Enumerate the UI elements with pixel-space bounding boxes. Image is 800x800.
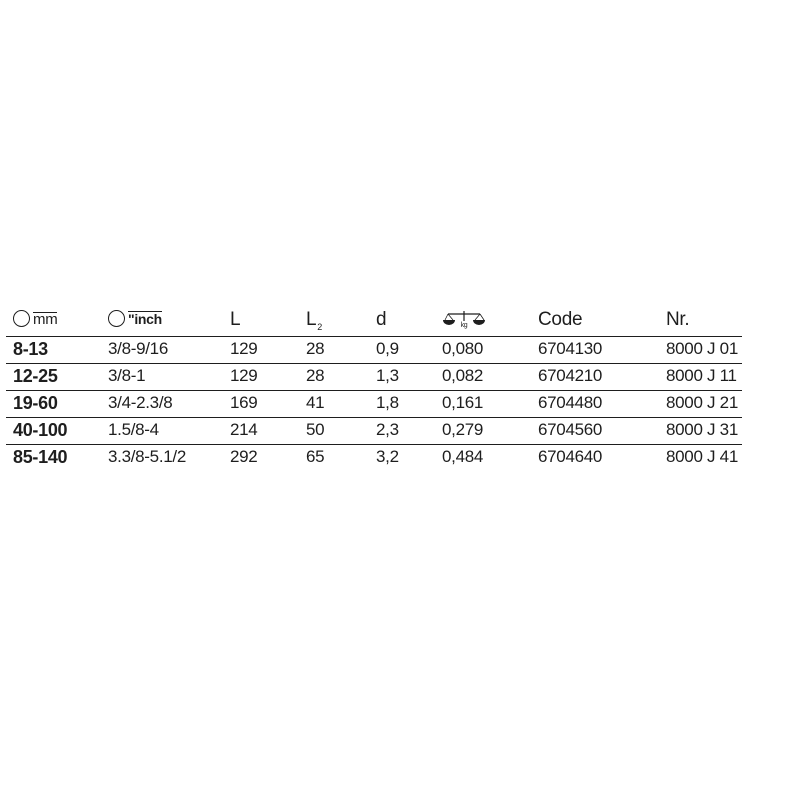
cell-nr: 8000 J 31 bbox=[666, 420, 738, 439]
cell-nr: 8000 J 11 bbox=[666, 366, 737, 385]
header-weight bbox=[442, 309, 486, 335]
cell-code: 6704210 bbox=[538, 366, 603, 385]
cell-length: 129 bbox=[230, 339, 258, 358]
cell-diameter-d: 1,8 bbox=[376, 393, 399, 412]
header-mm-label: mm bbox=[33, 311, 58, 328]
scale-weight-icon bbox=[442, 309, 486, 329]
cell-weight: 0,080 bbox=[442, 339, 484, 358]
cell-nr: 8000 J 01 bbox=[666, 339, 738, 358]
cell-code: 6704640 bbox=[538, 447, 603, 466]
spec-table bbox=[0, 306, 800, 471]
table-row bbox=[6, 364, 742, 391]
table-row bbox=[6, 337, 742, 364]
cell-size-inch: 3/4-2.3/8 bbox=[108, 393, 173, 412]
diameter-icon bbox=[13, 310, 30, 327]
header-l2-subscript: 2 bbox=[317, 322, 322, 332]
cell-weight: 0,082 bbox=[442, 366, 484, 385]
table-row bbox=[6, 391, 742, 418]
cell-length: 129 bbox=[230, 366, 258, 385]
cell-weight: 0,279 bbox=[442, 420, 484, 439]
cell-code: 6704130 bbox=[538, 339, 603, 358]
cell-size-inch: 3/8-1 bbox=[108, 366, 146, 385]
cell-diameter-d: 3,2 bbox=[376, 447, 399, 466]
header-nr: Nr. bbox=[666, 309, 690, 330]
header-length-2 bbox=[306, 309, 322, 332]
header-code: Code bbox=[538, 309, 583, 330]
header-diameter-d: d bbox=[376, 309, 387, 330]
diameter-icon bbox=[108, 310, 125, 327]
cell-size-inch: 3.3/8-5.1/2 bbox=[108, 447, 186, 466]
cell-weight: 0,161 bbox=[442, 393, 484, 412]
header-diameter-inch bbox=[108, 309, 162, 331]
header-inch-label: "inch bbox=[128, 311, 162, 327]
cell-size-mm: 19-60 bbox=[13, 393, 58, 413]
cell-length-2: 28 bbox=[306, 366, 325, 385]
cell-length-2: 41 bbox=[306, 393, 325, 412]
cell-length-2: 50 bbox=[306, 420, 325, 439]
cell-length: 169 bbox=[230, 393, 258, 412]
cell-length: 214 bbox=[230, 420, 258, 439]
table-header-row bbox=[6, 306, 742, 337]
cell-size-mm: 8-13 bbox=[13, 339, 48, 359]
cell-size-inch: 1.5/8-4 bbox=[108, 420, 159, 439]
table-row bbox=[6, 445, 742, 471]
cell-nr: 8000 J 21 bbox=[666, 393, 738, 412]
header-length: L bbox=[230, 309, 241, 330]
cell-size-mm: 12-25 bbox=[13, 366, 58, 386]
cell-size-inch: 3/8-9/16 bbox=[108, 339, 168, 358]
table-row bbox=[6, 418, 742, 445]
weight-unit-label: kg bbox=[460, 322, 468, 329]
cell-length-2: 28 bbox=[306, 339, 325, 358]
cell-code: 6704560 bbox=[538, 420, 603, 439]
cell-diameter-d: 1,3 bbox=[376, 366, 399, 385]
header-l2-base: L bbox=[306, 309, 317, 330]
cell-weight: 0,484 bbox=[442, 447, 484, 466]
cell-length-2: 65 bbox=[306, 447, 325, 466]
cell-diameter-d: 0,9 bbox=[376, 339, 399, 358]
cell-length: 292 bbox=[230, 447, 258, 466]
cell-code: 6704480 bbox=[538, 393, 603, 412]
cell-nr: 8000 J 41 bbox=[666, 447, 738, 466]
cell-size-mm: 40-100 bbox=[13, 420, 68, 440]
cell-size-mm: 85-140 bbox=[13, 447, 68, 467]
cell-diameter-d: 2,3 bbox=[376, 420, 399, 439]
header-diameter-mm bbox=[13, 309, 57, 331]
